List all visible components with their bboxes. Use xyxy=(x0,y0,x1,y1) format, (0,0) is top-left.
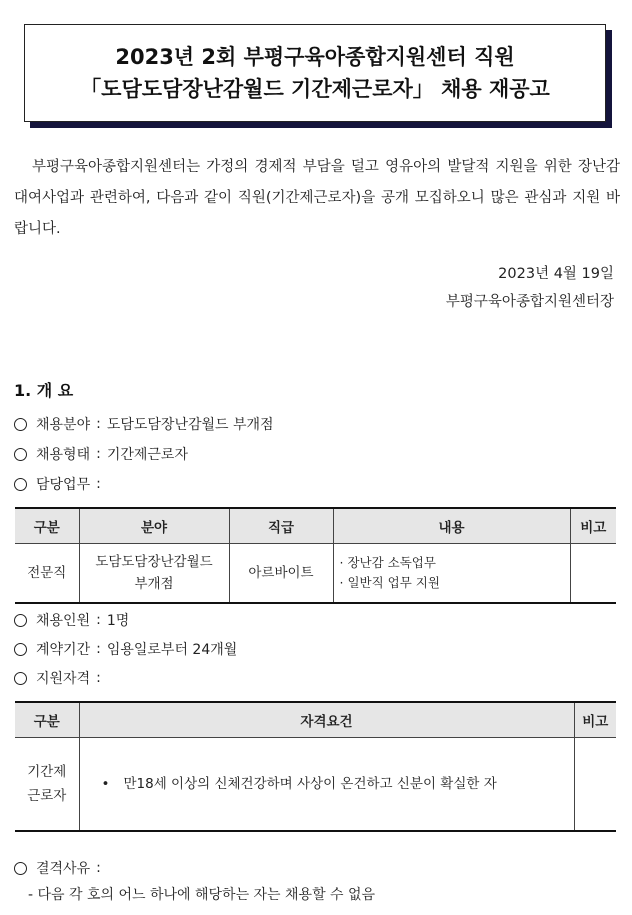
cell-field-line1: 도담도담장난감월드 xyxy=(95,554,213,570)
item-period-value: 임용일로부터 24개월 xyxy=(106,642,238,658)
header-note: 비고 xyxy=(570,508,616,544)
cell-content-line1: · 장난감 소독업무 xyxy=(339,555,436,570)
item-field-value: 도담도담장난감월드 부개점 xyxy=(106,417,274,433)
circle-bullet-icon xyxy=(14,478,27,491)
header-requirement: 자격요건 xyxy=(79,702,574,738)
title-box xyxy=(24,24,606,122)
header-field: 분야 xyxy=(79,508,229,544)
cell-category xyxy=(15,738,79,832)
colon-separator: : xyxy=(96,476,101,492)
cell-rank: 아르바이트 xyxy=(229,544,333,604)
announcement-date: 2023년 4월 19일 xyxy=(498,266,614,282)
item-count-label: 채용인원 xyxy=(36,613,91,629)
item-qualification-label: 지원자격 xyxy=(36,671,91,687)
section-heading-overview: 1. 개 요 xyxy=(14,381,74,400)
cell-requirement xyxy=(79,738,574,832)
cell-note xyxy=(574,738,616,832)
item-type-label: 채용형태 xyxy=(36,447,91,463)
item-type-value: 기간제근로자 xyxy=(106,447,188,463)
item-duty-label: 담당업무 xyxy=(36,477,91,493)
title-box-wrapper xyxy=(24,24,612,128)
colon-separator: : xyxy=(96,860,101,876)
colon-separator: : xyxy=(96,641,101,657)
item-disqualification xyxy=(14,858,107,878)
colon-separator: : xyxy=(96,670,101,686)
header-content: 내용 xyxy=(333,508,570,544)
item-period xyxy=(14,639,237,659)
circle-bullet-icon xyxy=(14,448,27,461)
title-line-1: 2023년 2회 부평구육아종합지원센터 직원 xyxy=(115,45,515,69)
circle-bullet-icon xyxy=(14,672,27,685)
header-rank: 직급 xyxy=(229,508,333,544)
colon-separator: : xyxy=(96,416,101,432)
intro-text: 부평구육아종합지원센터는 가정의 경제적 부담을 덜고 영유아의 발달적 지원을 위한 장난감 대여사업과 관련하여, 다음과 같이 직원(기간제근로자)을 공개 모집하오니 많은 관심과 지원 바랍니다. xyxy=(14,159,620,237)
duty-table xyxy=(15,507,616,604)
item-disqualification-label: 결격사유 xyxy=(36,861,91,877)
cell-note xyxy=(570,544,616,604)
cell-category: 전문직 xyxy=(15,544,79,604)
circle-bullet-icon xyxy=(14,614,27,627)
title-line-2: 「도담도담장난감월드 기간제근로자」 채용 재공고 xyxy=(80,77,550,101)
header-note: 비고 xyxy=(574,702,616,738)
duty-table-header-row xyxy=(15,508,616,544)
item-duty xyxy=(14,474,107,494)
item-count xyxy=(14,610,129,630)
item-type xyxy=(14,444,188,464)
circle-bullet-icon xyxy=(14,643,27,656)
cell-field xyxy=(79,544,229,604)
issuing-organization: 부평구육아종합지원센터장 xyxy=(445,294,614,310)
item-field-label: 채용분야 xyxy=(36,417,91,433)
item-period-label: 계약기간 xyxy=(36,642,91,658)
cell-field-line2: 부개점 xyxy=(134,576,174,592)
qualification-table-header-row xyxy=(15,702,616,738)
disqualification-note: - 다음 각 호의 어느 하나에 해당하는 자는 채용할 수 없음 xyxy=(28,887,376,903)
colon-separator: : xyxy=(96,446,101,462)
table-row xyxy=(15,738,616,832)
item-count-value: 1명 xyxy=(106,613,130,629)
cell-content-line2: · 일반직 업무 지원 xyxy=(339,575,440,590)
cell-category-line1: 기간제 xyxy=(27,764,67,780)
qualification-table xyxy=(15,701,616,832)
header-category: 구분 xyxy=(15,508,79,544)
colon-separator: : xyxy=(96,612,101,628)
table-row xyxy=(15,544,616,604)
header-category: 구분 xyxy=(15,702,79,738)
circle-bullet-icon xyxy=(14,862,27,875)
item-qualification xyxy=(14,668,107,688)
bullet-icon: • xyxy=(101,776,110,792)
intro-paragraph xyxy=(14,152,620,245)
cell-content xyxy=(333,544,570,604)
cell-category-line2: 근로자 xyxy=(27,788,67,804)
requirement-text: 만18세 이상의 신체건강하며 사상이 온건하고 신분이 확실한 자 xyxy=(123,776,497,792)
circle-bullet-icon xyxy=(14,418,27,431)
item-field xyxy=(14,414,274,434)
